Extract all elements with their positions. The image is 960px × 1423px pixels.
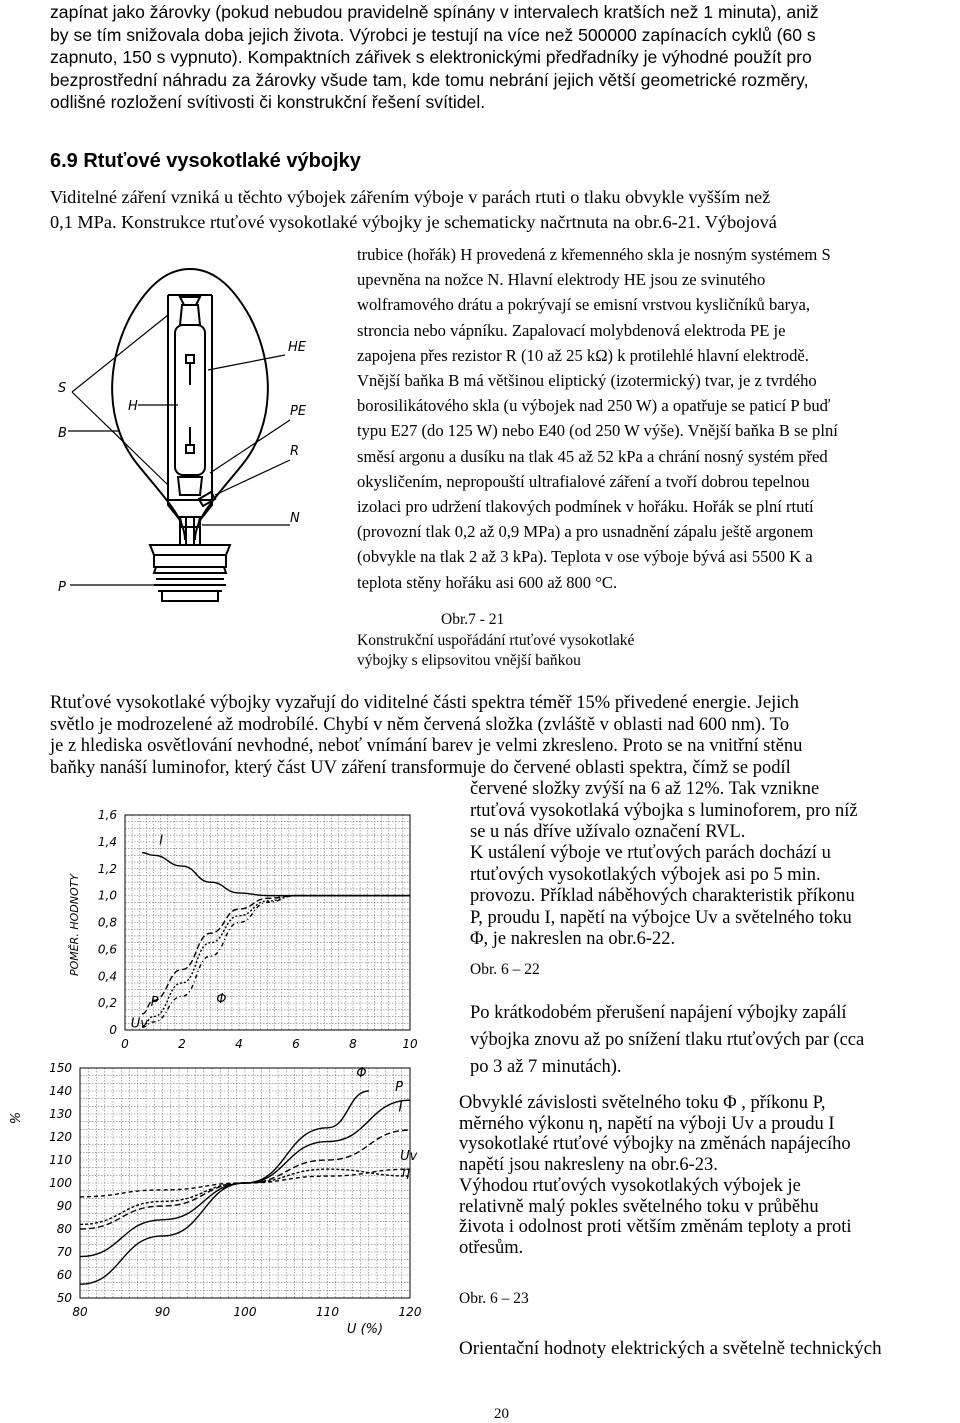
y-tick-label: 1,4 (97, 834, 117, 849)
text-line: okysličením, nepropouští ultrafialové záření a tvoří dobrou tepelnou (357, 471, 810, 491)
restart-paragraph (470, 1000, 864, 1081)
intro-paragraph (50, 1, 960, 114)
y-tick-label: 0 (109, 1023, 117, 1037)
series-label: Uv (130, 1016, 148, 1032)
text-line: směsí argonu a dusíku na tlak 45 až 52 kPa a chrání nosný systém před (357, 446, 828, 466)
text-line: červené složky zvýší na 6 až 12%. Tak vznikne (470, 779, 820, 799)
series-label: Φ (356, 1066, 367, 1082)
x-tick-label: 6 (292, 1037, 300, 1051)
section-intro-paragraph (50, 185, 960, 235)
text-line: upevněna na nožce N. Hlavní elektrody HE jsou ze svinutého (357, 270, 766, 290)
series-label: Uv (400, 1149, 418, 1164)
text-line: wolframového drátu a pokrývají se emisní vrstvou kysličníků barya, (357, 295, 810, 315)
series-label: I (159, 833, 164, 849)
text-line: borosilikátového skla (u výbojek nad 250 W) a opatřuje se paticí P buď (357, 396, 831, 416)
text-line: bezprostřední náhradu za žárovky všude tam, kde tomu nebrání jejich větší geometrické rozměry, (50, 69, 809, 90)
text-line: zapnuto, 150 s vypnuto). Kompaktních zářivek s elektronickými předřadníky je výhodné použít pro (50, 47, 812, 67)
text-line: rtuťových vysokotlakých výbojek asi po 5 min. (470, 864, 821, 885)
text-line: 0,1 MPa. Konstrukce rtuťové vysokotlaké výbojky je schematicky načrtnuta na obr.6-21. Výbojová (50, 212, 777, 232)
text-line: po 3 až 7 minutách). (470, 1057, 622, 1077)
y-tick-label: 130 (49, 1107, 72, 1121)
label-n: N (290, 511, 300, 526)
text-line: izolaci pro udržení tlakových podmínek v hořáku. Hořák se plní rtutí (357, 497, 814, 517)
y-axis-label: % (9, 1111, 24, 1125)
y-tick-label: 0,6 (97, 942, 117, 957)
x-tick-label: 80 (72, 1305, 88, 1319)
y-tick-label: 70 (56, 1245, 72, 1259)
text-line: Viditelné záření vzniká u těchto výbojek zářením výboje v parách rtuti o tlaku obvykle vyšším než (50, 187, 771, 207)
x-tick-label: 0 (121, 1037, 129, 1051)
section-heading: 6.9 Rtuťové vysokotlaké výbojky (50, 150, 361, 172)
figure-23-caption: Obr. 6 – 23 (459, 1290, 529, 1307)
startup-chart (60, 805, 425, 1055)
text-line: provozu. Příklad náběhových charakteristik příkonu (470, 886, 855, 906)
lamp-diagram (50, 255, 350, 605)
y-tick-label: 110 (49, 1153, 72, 1167)
text-line: typu E27 (do 125 W) nebo E40 (od 250 W výše). Vnější baňka B se plní (357, 421, 838, 441)
text-line: výbojka znovu až po snížení tlaku rtuťových par (cca (470, 1030, 865, 1050)
text-line: baňky nanáší luminofor, který část UV záření transformuje do červené oblasti spektra, čímž se podíl (50, 757, 791, 778)
text-line: (provozní tlak 0,2 až 0,9 MPa) a pro usnadnění zápalu ještě argonem (357, 522, 814, 542)
label-he: HE (288, 340, 306, 355)
text-line: světlo je modrozelené až modrobílé. Chybí v něm červená složka (zvláště v oblasti nad 600 nm). To (50, 714, 790, 735)
y-tick-label: 60 (56, 1268, 72, 1282)
text-line: trubice (hořák) H provedená z křemenného skla je nosným systémem S (357, 245, 831, 264)
figure-number: Obr.7 - 21 (441, 611, 505, 628)
x-tick-label: 2 (178, 1037, 186, 1051)
luminophor-paragraph (50, 693, 802, 779)
text-line: života i odolnost proti větším změnám teploty a proti (459, 1217, 852, 1238)
text-line: (obvykle na tlak 2 až 3 kPa). Teplota v ose výboje bývá asi 5500 K a (357, 547, 813, 567)
y-tick-label: 0,4 (97, 969, 117, 984)
label-p: P (58, 580, 66, 595)
voltage-dependence-paragraph (459, 1093, 852, 1259)
x-tick-label: 90 (154, 1305, 171, 1319)
text-line: Φ, je nakreslen na obr.6-22. (470, 929, 676, 949)
label-h: H (128, 399, 138, 414)
text-line: Rtuťové vysokotlaké výbojky vyzařují do viditelné části spektra téměř 15% přivedené energie. Jejich (50, 693, 799, 713)
text-line: P, proudu I, napětí na výbojce Uv a světelného toku (470, 907, 852, 928)
figure-21-caption (357, 610, 634, 672)
x-tick-label: 8 (349, 1037, 357, 1051)
series-label: I (398, 1100, 403, 1116)
text-line: Po krátkodobém přerušení napájení výbojky zapálí (470, 1003, 847, 1023)
page-number: 20 (494, 1406, 509, 1422)
text-line: odlišné rozložení svítivosti či konstrukční řešení svítidel. (50, 92, 486, 112)
text-line: rtuťová vysokotlaká výbojka s luminoforem, pro níž (470, 800, 858, 821)
text-line: Výhodou rtuťových vysokotlakých výbojek je (459, 1175, 801, 1196)
luminophor-paragraph-continued (470, 779, 858, 844)
y-tick-label: 1,6 (97, 808, 117, 822)
text-line: stroncia nebo vápníku. Zapalovací molybdenová elektroda PE je (357, 320, 786, 340)
voltage-chart (0, 1058, 440, 1343)
series-label: P (395, 1080, 403, 1095)
text-line: relativně malý pokles světelného toku v průběhu (459, 1196, 819, 1217)
y-tick-label: 50 (56, 1291, 72, 1305)
text-line: otřesům. (459, 1237, 524, 1258)
y-tick-label: 120 (49, 1130, 72, 1144)
text-line: napětí jsou nakresleny na obr.6-23. (459, 1155, 718, 1176)
label-r: R (290, 444, 300, 459)
label-pe: PE (290, 404, 307, 419)
y-axis-label: POMĚR. HODNOTY (68, 873, 81, 977)
y-tick-label: 140 (49, 1084, 72, 1098)
y-tick-label: 80 (56, 1222, 72, 1236)
y-tick-label: 1,0 (97, 888, 117, 903)
x-tick-label: 4 (235, 1037, 243, 1051)
text-line: Vnější baňka B má většinou eliptický (izotermický) tvar, je z tvrdého (357, 371, 817, 391)
text-line: Obvyklé závislosti světelného toku Φ , příkonu P, (459, 1093, 826, 1113)
y-tick-label: 90 (56, 1199, 72, 1213)
y-tick-label: 1,2 (97, 861, 117, 876)
text-line: by se tím snižovala doba jejich života. Výrobci je testují na více než 500000 zapínacích cyklů (60 s (50, 24, 816, 45)
text-line: zapínat jako žárovky (pokud nebudou pravidelně spínány v intervalech kratších než 1 minuta), aniž (50, 2, 819, 22)
lamp-description (357, 242, 960, 595)
x-tick-label: 110 (316, 1305, 339, 1319)
text-line: měrného výkonu η, napětí na výboji Uv a proudu I (459, 1113, 835, 1134)
y-tick-label: 100 (49, 1176, 72, 1190)
x-tick-label: 10 (402, 1037, 418, 1051)
text-line: zapojena přes rezistor R (10 až 25 kΩ) k protilehlé hlavní elektrodě. (357, 345, 809, 365)
caption-line: výbojky s elipsovitou vnější baňkou (357, 652, 581, 669)
figure-22-caption: Obr. 6 – 22 (470, 961, 540, 978)
final-line: Orientační hodnoty elektrických a světelně technických (459, 1338, 882, 1359)
x-axis-label: U (%) (346, 1322, 384, 1337)
label-s: S (58, 381, 67, 396)
text-line: je z hlediska osvětlování nevhodné, neboť vnímání barev je velmi zkresleno. Proto se na vnitřní stěnu (50, 736, 803, 756)
caption-line: Konstrukční uspořádání rtuťové vysokotlaké (357, 631, 635, 649)
label-b: B (58, 426, 67, 441)
text-line: vysokotlaké rtuťové výbojky na změnách napájecího (459, 1134, 851, 1155)
text-line: se u nás dříve užívalo označení RVL. (470, 822, 746, 842)
text-line: teplota stěny hořáku asi 600 až 800 °C. (357, 572, 618, 592)
series-label: Φ (216, 992, 227, 1008)
series-label: P (150, 994, 159, 1010)
startup-paragraph (470, 843, 855, 951)
y-tick-label: 150 (49, 1061, 72, 1075)
x-tick-label: 100 (233, 1305, 257, 1319)
series-label: η (401, 1165, 410, 1181)
y-tick-label: 0,8 (97, 915, 117, 930)
x-tick-label: 120 (398, 1305, 422, 1319)
text-line: K ustálení výboje ve rtuťových parách dochází u (470, 843, 831, 863)
y-tick-label: 0,2 (97, 996, 117, 1011)
